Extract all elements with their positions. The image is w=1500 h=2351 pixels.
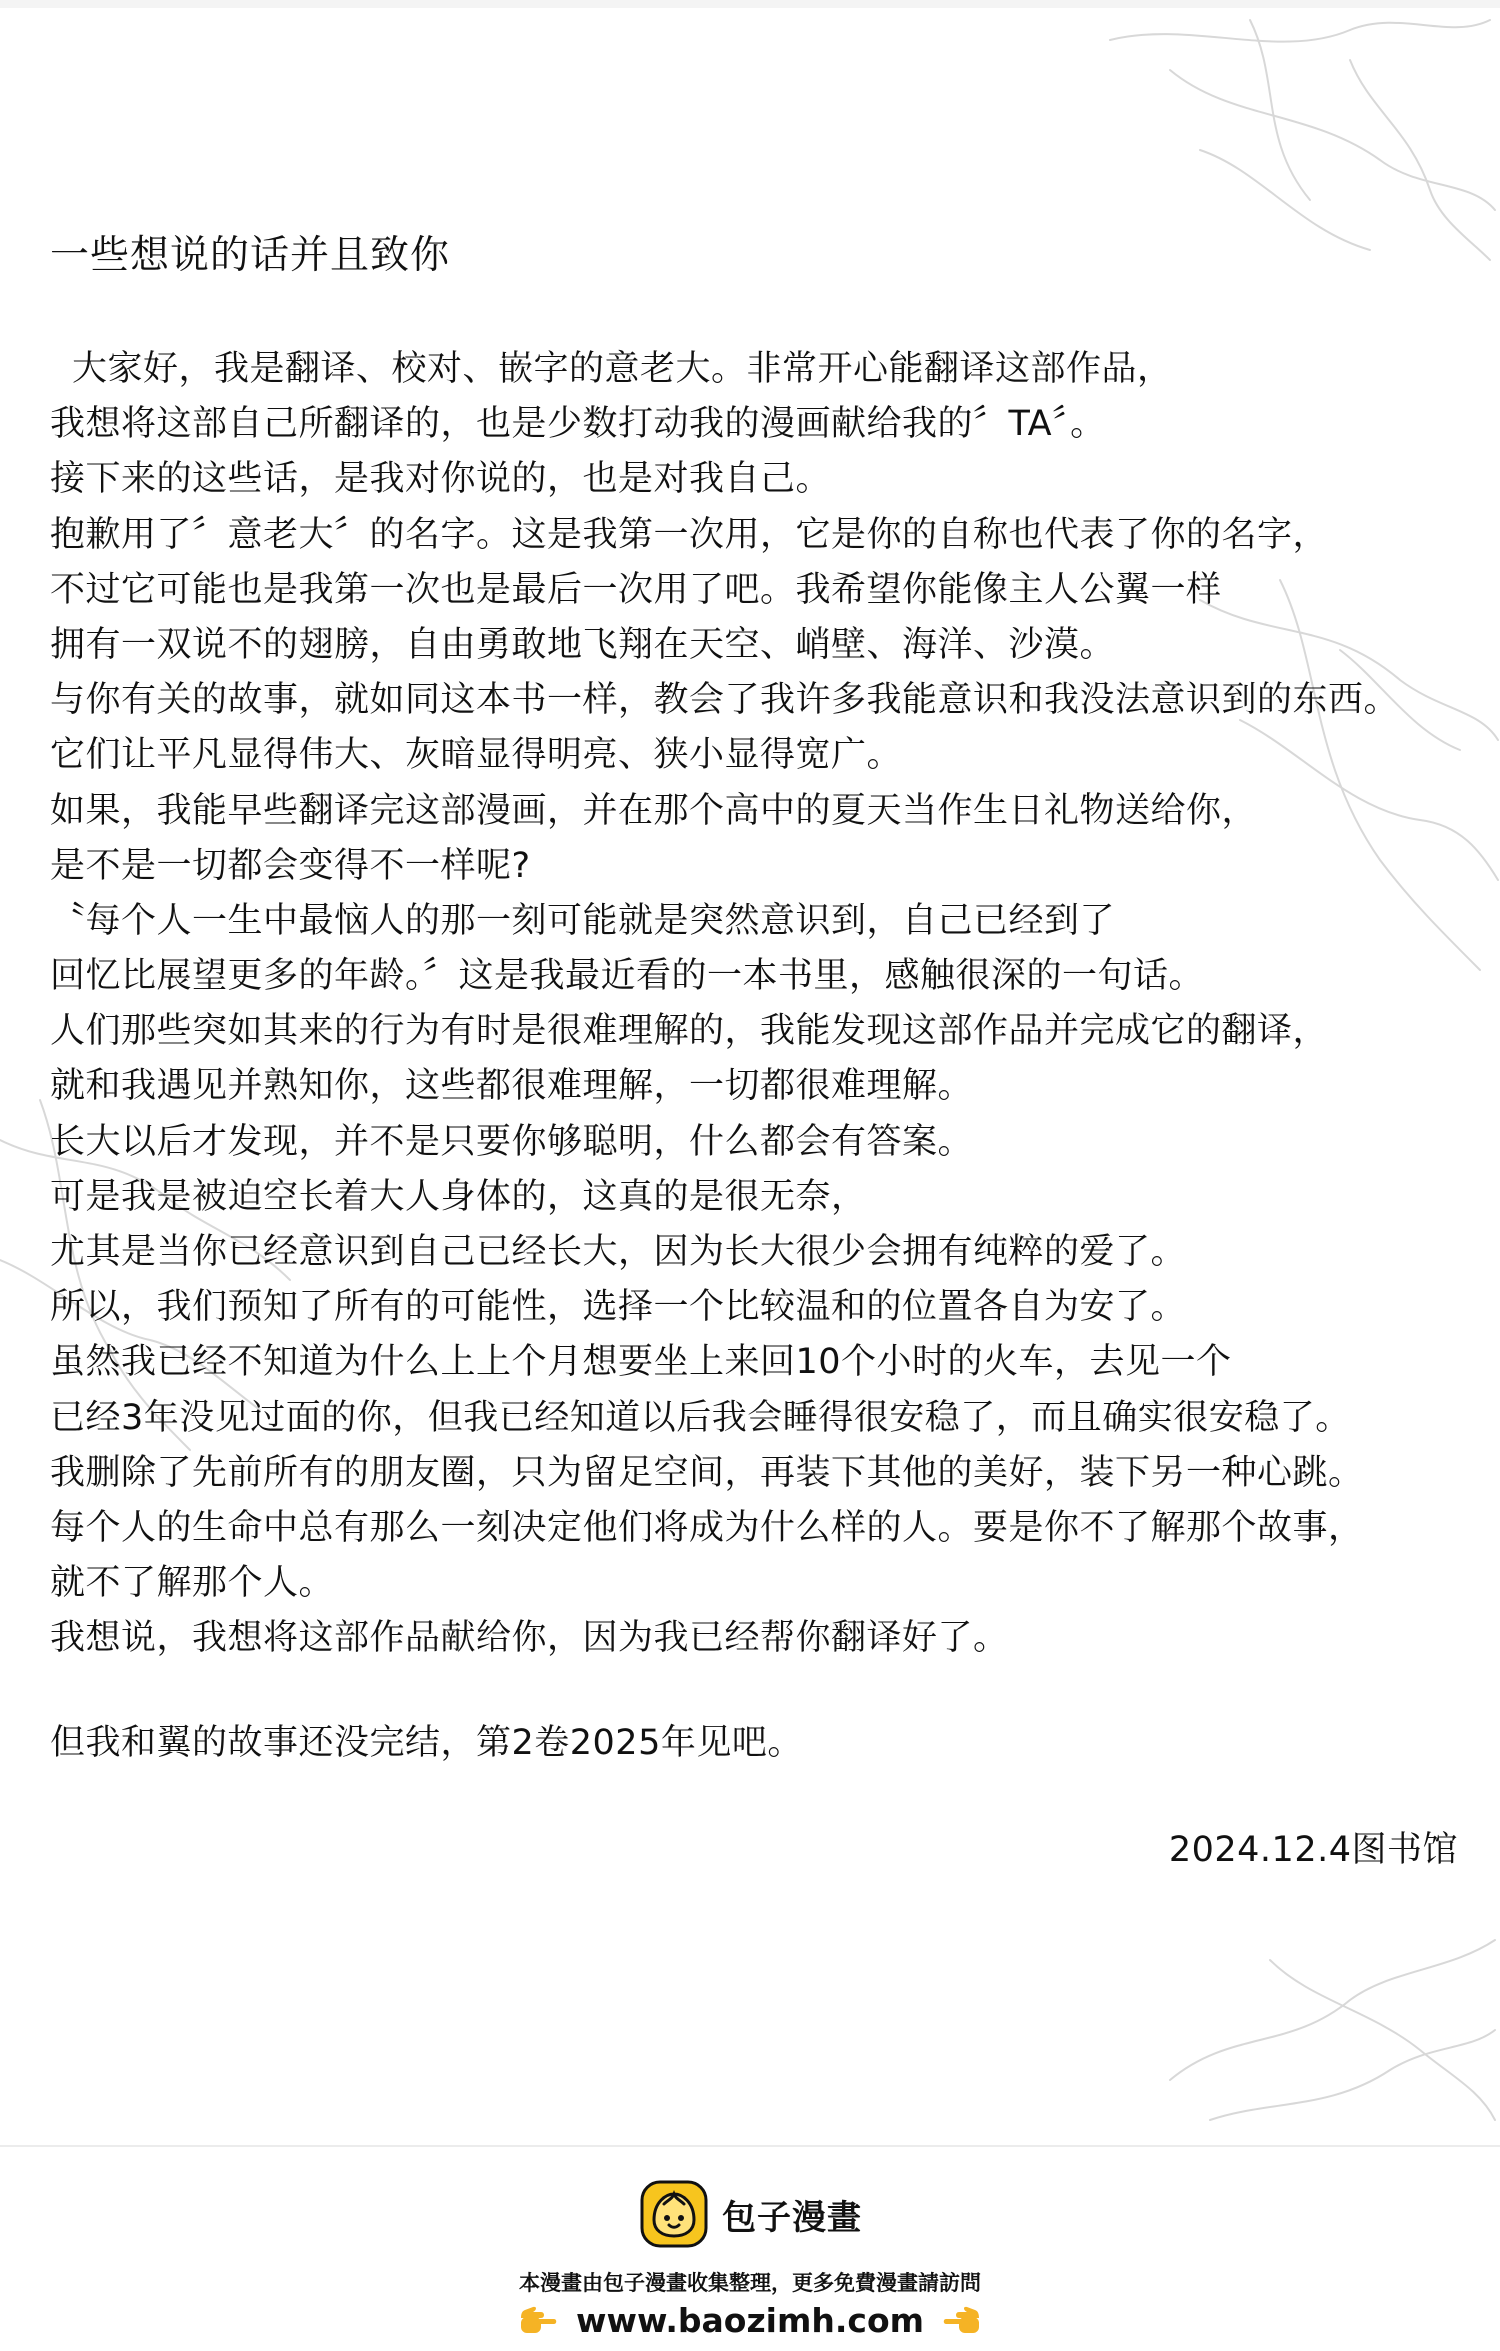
- letter-line: 回忆比展望更多的年龄。〞这是我最近看的一本书里，感触很深的一句话。: [50, 956, 1205, 997]
- site-footer: [0, 2145, 1500, 2351]
- letter-line: 我删除了先前所有的朋友圈，只为留足空间，再装下其他的美好，装下另一种心跳。: [50, 1452, 1364, 1493]
- letter-line: 是不是一切都会变得不一样呢?: [50, 845, 531, 886]
- letter-line: 就和我遇见并熟知你，这些都很难理解，一切都很难理解。: [50, 1066, 974, 1107]
- letter-line: 所以，我们预知了所有的可能性，选择一个比较温和的位置各自为安了。: [50, 1287, 1187, 1328]
- pointing-right-hand-icon: [519, 2306, 557, 2336]
- letter-line: 每个人的生命中总有那么一刻决定他们将成为什么样的人。要是你不了解那个故事，: [50, 1507, 1364, 1548]
- letter-title: 一些想说的话并且致你: [50, 233, 451, 278]
- letter-line: 接下来的这些话，是我对你说的，也是对我自己。: [50, 459, 832, 500]
- letter-body: [50, 342, 1470, 1667]
- footer-notice: 本漫畫由包子漫畫收集整理，更多免費漫畫請訪問: [519, 2271, 981, 2295]
- pointing-left-hand-icon: [943, 2306, 981, 2336]
- baozi-logo-icon: [640, 2180, 708, 2248]
- letter-line: 不过它可能也是我第一次也是最后一次用了吧。我希望你能像主人公翼一样: [50, 569, 1222, 610]
- letter-line: 就不了解那个人。: [50, 1563, 335, 1604]
- letter-line: 如果，我能早些翻译完这部漫画，并在那个高中的夏天当作生日礼物送给你，: [50, 790, 1258, 831]
- letter-line: 我想将这部自己所翻译的，也是少数打动我的漫画献给我的〞TA〞。: [50, 404, 1106, 445]
- letter-line: 可是我是被迫空长着大人身体的，这真的是很无奈，: [50, 1176, 867, 1217]
- letter-closing: 但我和翼的故事还没完结，第2卷2025年见吧。: [50, 1723, 803, 1763]
- letter-line: 虽然我已经不知道为什么上上个月想要坐上来回10个小时的火车，去见一个: [50, 1342, 1232, 1383]
- letter-line: 抱歉用了〞意老大〞的名字。这是我第一次用，它是你的自称也代表了你的名字，: [50, 514, 1329, 555]
- footer-url-row: [0, 2301, 1500, 2340]
- letter-line: 已经3年没见过面的你，但我已经知道以后我会睡得很安稳了，而且确实很安稳了。: [50, 1397, 1351, 1438]
- letter-line: 我想说，我想将这部作品献给你，因为我已经帮你翻译好了。: [50, 1618, 1009, 1659]
- letter-line: 人们那些突如其来的行为有时是很难理解的，我能发现这部作品并完成它的翻译，: [50, 1011, 1329, 1052]
- letter-line: 它们让平凡显得伟大、灰暗显得明亮、狭小显得宽广。: [50, 735, 903, 776]
- letter-line: 大家好，我是翻译、校对、嵌字的意老大。非常开心能翻译这部作品，: [72, 349, 1173, 389]
- brand[interactable]: [640, 2179, 862, 2249]
- letter-line: 拥有一双说不的翅膀，自由勇敢地飞翔在天空、峭壁、海洋、沙漠。: [50, 624, 1116, 665]
- letter-signature: 2024.12.4图书馆: [1168, 1830, 1458, 1870]
- brand-name: 包子漫畫: [722, 2197, 862, 2238]
- letter-line: 长大以后才发现，并不是只要你够聪明，什么都会有答案。: [50, 1121, 974, 1162]
- footer-url-link[interactable]: www.baozimh.com: [576, 2301, 924, 2340]
- letter-line: 与你有关的故事，就如同这本书一样，教会了我许多我能意识和我没法意识到的东西。: [50, 680, 1400, 721]
- letter-line: 〝每个人一生中最恼人的那一刻可能就是突然意识到，自己已经到了: [50, 900, 1116, 941]
- letter-line: 尤其是当你已经意识到自己已经长大，因为长大很少会拥有纯粹的爱了。: [50, 1232, 1187, 1272]
